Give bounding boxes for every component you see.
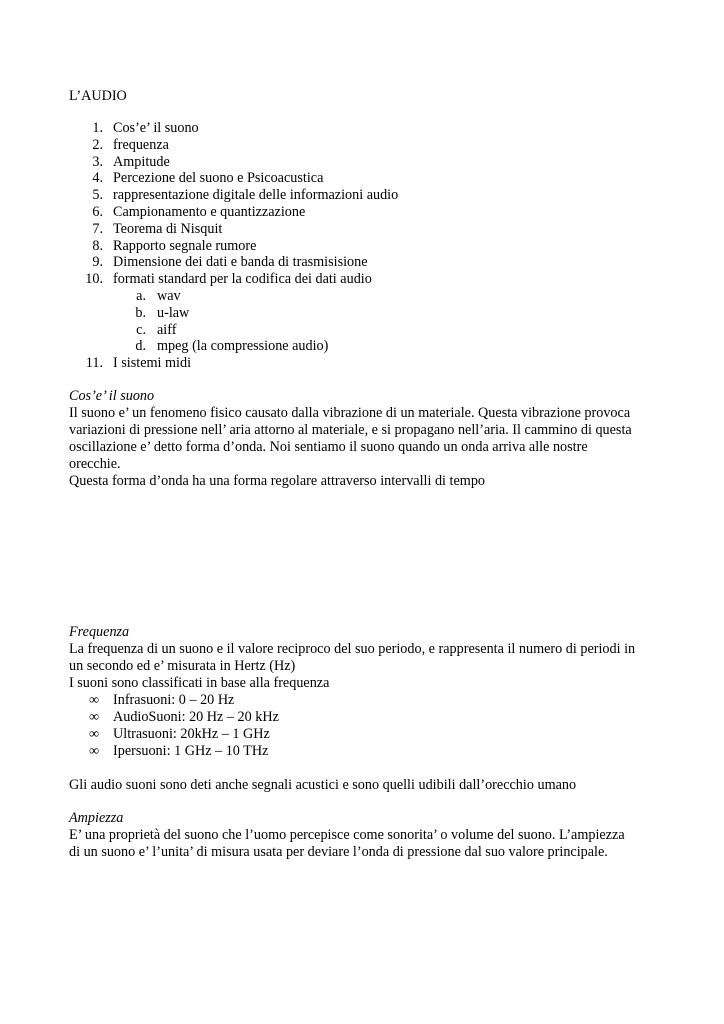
toc-number: 4. — [92, 170, 103, 186]
bullet-item: AudioSuoni: 20 Hz – 20 kHz — [113, 709, 279, 725]
paragraph-line: orecchie. — [69, 456, 121, 472]
toc-number: 2. — [92, 137, 103, 153]
paragraph-line: variazioni di pressione nell’ aria attorno al materiale, e si propagano nell’aria. Il cammino di questa — [69, 422, 632, 438]
paragraph-line: Questa forma d’onda ha una forma regolare attraverso intervalli di tempo — [69, 473, 486, 489]
infinity-bullet-icon: ∞ — [89, 692, 100, 708]
toc-item: I sistemi midi — [113, 355, 192, 371]
toc-number: 5. — [92, 187, 103, 203]
toc-subnumber: a. — [136, 288, 146, 304]
toc-number: 10. — [85, 271, 103, 287]
paragraph-line: E’ una proprietà del suono che l’uomo percepisce come sonorita’ o volume del suono. L’ampiezza — [69, 827, 625, 843]
toc-subnumber: d. — [135, 338, 146, 354]
toc-number: 8. — [92, 238, 103, 254]
toc-item: Campionamento e quantizzazione — [113, 204, 306, 220]
toc-subitem: mpeg (la compressione audio) — [157, 338, 329, 354]
paragraph-line: un secondo ed e’ misurata in Hertz (Hz) — [69, 658, 296, 674]
infinity-bullet-icon: ∞ — [89, 726, 100, 742]
toc-item: rappresentazione digitale delle informazioni audio — [113, 187, 399, 203]
paragraph-line: Gli audio suoni sono deti anche segnali acustici e sono quelli udibili dall’orecchio umano — [69, 777, 577, 793]
section-heading: Cos’e’ il suono — [69, 388, 155, 404]
paragraph-line: I suoni sono classificati in base alla frequenza — [69, 675, 330, 691]
toc-item: Ampitude — [113, 154, 170, 170]
infinity-bullet-icon: ∞ — [89, 743, 100, 759]
toc-item: Dimensione dei dati e banda di trasmisisione — [113, 254, 368, 270]
section-heading: Frequenza — [69, 624, 130, 640]
bullet-item: Infrasuoni: 0 – 20 Hz — [113, 692, 235, 708]
toc-subitem: wav — [157, 288, 181, 304]
paragraph-line: oscillazione e’ detto forma d’onda. Noi sentiamo il suono quando un onda arriva alle nostre — [69, 439, 588, 455]
paragraph-line: Il suono e’ un fenomeno fisico causato dalla vibrazione di un materiale. Questa vibrazione provoca — [69, 405, 631, 421]
toc-subnumber: b. — [135, 305, 146, 321]
toc-item: Teorema di Nisquit — [113, 221, 223, 237]
toc-number: 7. — [92, 221, 103, 237]
toc-item: frequenza — [113, 137, 169, 153]
toc-number: 6. — [92, 204, 103, 220]
toc-item: Percezione del suono e Psicoacustica — [113, 170, 324, 186]
toc-item: Rapporto segnale rumore — [113, 238, 257, 254]
toc-number: 11. — [85, 355, 103, 371]
toc-number: 1. — [92, 120, 103, 136]
toc-number: 3. — [92, 154, 103, 170]
page-title: L’AUDIO — [69, 88, 127, 104]
paragraph-line: di un suono e’ l’unita’ di misura usata per deviare l’onda di pressione dal suo valore principale. — [69, 844, 608, 860]
toc-item: Cos’e’ il suono — [113, 120, 199, 136]
section-heading: Ampiezza — [69, 810, 124, 826]
infinity-bullet-icon: ∞ — [89, 709, 100, 725]
bullet-item: Ultrasuoni: 20kHz – 1 GHz — [113, 726, 270, 742]
toc-number: 9. — [92, 254, 103, 270]
toc-subitem: aiff — [157, 322, 177, 338]
toc-subnumber: c. — [136, 322, 146, 338]
bullet-item: Ipersuoni: 1 GHz – 10 THz — [113, 743, 269, 759]
toc-item: formati standard per la codifica dei dati audio — [113, 271, 372, 287]
toc-subitem: u-law — [157, 305, 190, 321]
paragraph-line: La frequenza di un suono e il valore reciproco del suo periodo, e rappresenta il numero di periodi in — [69, 641, 636, 657]
